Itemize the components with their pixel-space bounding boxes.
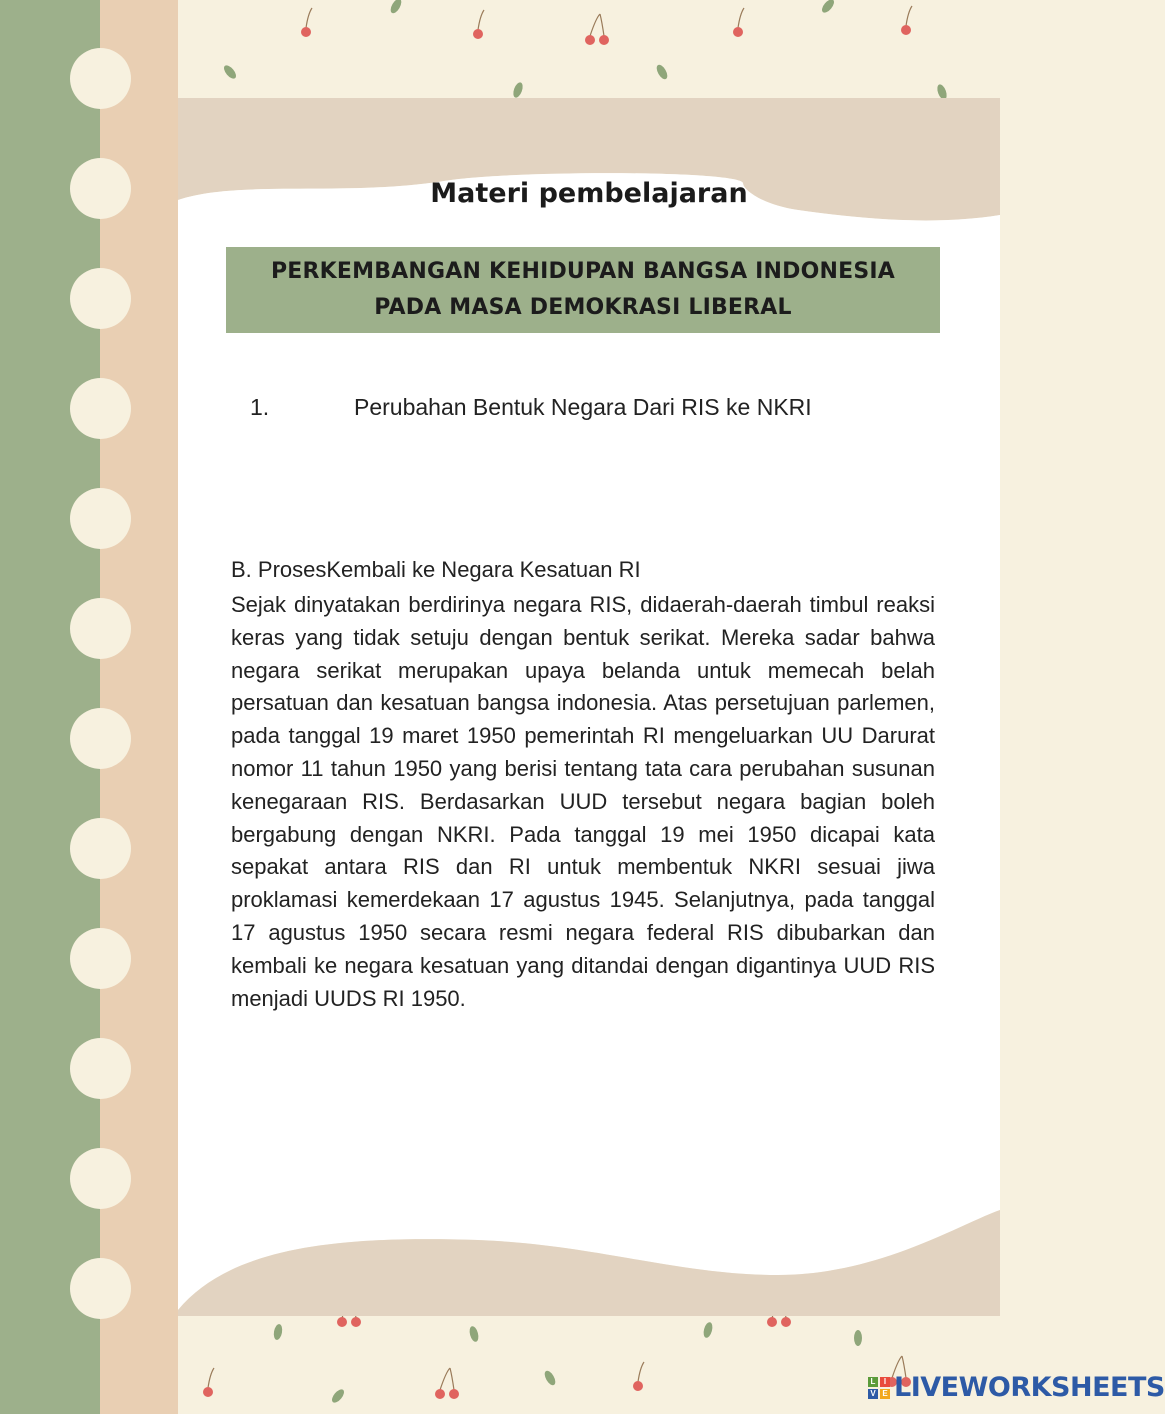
logo-mark-icon [868, 1377, 890, 1399]
section-title: B. ProsesKembali ke Negara Kesatuan RI [231, 557, 641, 582]
logo-text: LIVEWORKSHEETS [894, 1372, 1165, 1403]
page-title: Materi pembelajaran [430, 178, 748, 209]
logo-letter-l: L [868, 1377, 878, 1387]
binder-hole [70, 158, 131, 219]
topic-banner [226, 247, 940, 333]
binder-hole [70, 708, 131, 769]
binder-hole [70, 48, 131, 109]
list-number: 1. [250, 394, 270, 420]
binder-hole [70, 928, 131, 989]
section-body: Sejak dinyatakan berdirinya negara RIS, didaerah-daerah timbul reaksi keras yang tidak setuju dengan bentuk serikat. Mereka sadar bahwa negara serikat merupakan upaya belanda untuk memecah belah persatuan dan kesatuan bangsa indonesia. Atas persetujuan parlemen, pada tanggal 19 maret 1950 pemerintah RI mengeluarkan UU Darurat nomor 11 tahun 1950 yang berisi tentang tata cara perubahan susunan kenegaraan RIS. Berdasarkan UUD tersebut negara bagian boleh bergabung dengan NKRI. Pada tanggal 19 mei 1950 dicapai kata sepakat antara RIS dan RI untuk membentuk NKRI sesuai jiwa proklamasi kemerdekaan 17 agustus 1945. Selanjutnya, pada tanggal 17 agustus 1950 secara resmi negara federal RIS dibubarkan dan kembali ke negara kesatuan yang ditandai dengan digantinya UUD RIS menjadi UUDS RI 1950. [231, 592, 935, 1011]
binder-hole [70, 378, 131, 439]
binder-hole [70, 1038, 131, 1099]
banner-line-2: PADA MASA DEMOKRASI LIBERAL [374, 295, 792, 320]
binder-hole [70, 268, 131, 329]
logo-letter-e: E [880, 1389, 890, 1399]
page-content [178, 0, 1165, 1414]
binder-hole [70, 818, 131, 879]
logo-letter-v: V [868, 1389, 878, 1399]
liveworksheets-logo [868, 1372, 1165, 1403]
logo-letter-i: I [880, 1377, 890, 1387]
binder-hole [70, 1258, 131, 1319]
list-text: Perubahan Bentuk Negara Dari RIS ke NKRI [354, 394, 812, 420]
binder-hole [70, 1148, 131, 1209]
banner-line-1: PERKEMBANGAN KEHIDUPAN BANGSA INDONESIA [270, 259, 896, 284]
binder-hole [70, 488, 131, 549]
binder-hole [70, 598, 131, 659]
